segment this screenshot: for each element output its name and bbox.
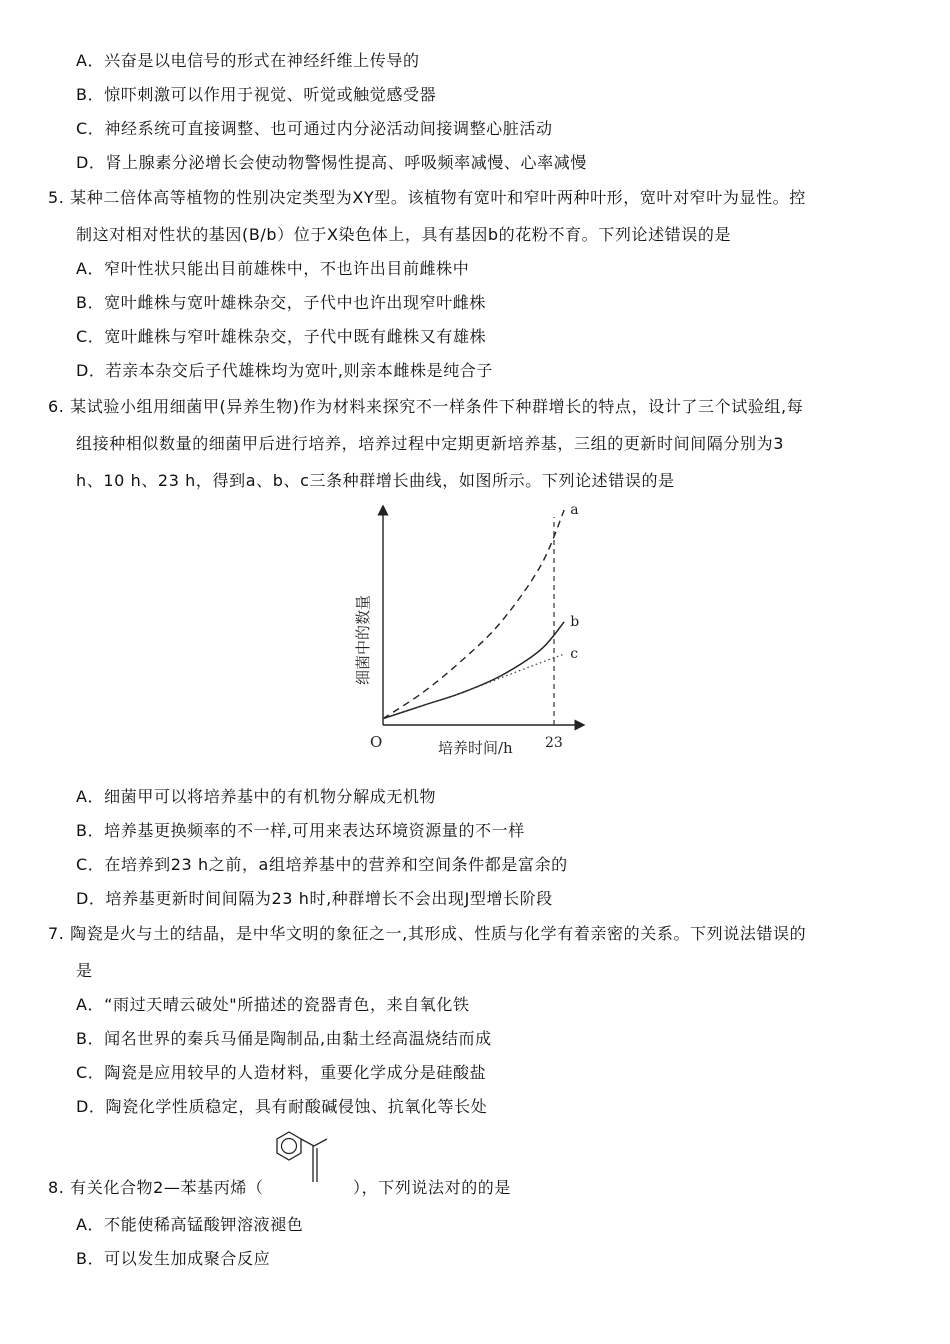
population-growth-chart xyxy=(340,505,600,765)
q7-stem-line2: 是 xyxy=(76,961,93,980)
q6-stem-line1: 6. 某试验小组用细菌甲(异养生物)作为材料来探究不一样条件下种群增长的特点，设计了三个试验组,每 xyxy=(48,397,804,416)
curve-a-label: a xyxy=(570,505,579,518)
q8-option-b: B．可以发生加成聚合反应 xyxy=(76,1249,271,1268)
q7-option-d: D．陶瓷化学性质稳定，具有耐酸碱侵蚀、抗氧化等长处 xyxy=(76,1097,488,1116)
q4-option-a: A．兴奋是以电信号的形式在神经纤维上传导的 xyxy=(76,51,420,70)
curve-c-label: c xyxy=(570,646,579,663)
q6-option-c: C．在培养到23 h之前，a组培养基中的营养和空间条件都是富余的 xyxy=(76,855,568,874)
y-axis-label: 细菌中的数量 xyxy=(354,594,372,686)
q5-option-c: C．宽叶雌株与窄叶雄株杂交，子代中既有雌株又有雄株 xyxy=(76,327,487,346)
q6-stem-line3: h、10 h、23 h，得到a、b、c三条种群增长曲线，如图所示。下列论述错误的是 xyxy=(76,471,675,490)
q8-stem-before: 8. 有关化合物2—苯基丙烯（ xyxy=(48,1178,264,1197)
q7-option-b: B．闻名世界的秦兵马俑是陶制品,由黏土经高温烧结而成 xyxy=(76,1029,492,1048)
q4-option-c: C．神经系统可直接调整、也可通过内分泌活动间接调整心脏活动 xyxy=(76,119,553,138)
q6-option-a: A．细菌甲可以将培养基中的有机物分解成无机物 xyxy=(76,787,437,806)
phenylpropene-structure xyxy=(270,1128,350,1188)
q4-option-d: D．肾上腺素分泌增长会使动物警惕性提高、呼吸频率减慢、心率减慢 xyxy=(76,153,587,172)
x-axis-label: 培养时间/h xyxy=(438,739,513,757)
q8-stem-after: ），下列说法对的的是 xyxy=(353,1178,512,1197)
q8-option-a: A．不能使稀高锰酸钾溶液褪色 xyxy=(76,1215,304,1234)
curve-b-label: b xyxy=(570,613,580,630)
q6-option-d: D．培养基更新时间间隔为23 h时,种群增长不会出现J型增长阶段 xyxy=(76,889,553,908)
q6-option-b: B．培养基更换频率的不一样,可用来表达环境资源量的不一样 xyxy=(76,821,525,840)
q7-stem-line1: 7. 陶瓷是火与土的结晶，是中华文明的象征之一,其形成、性质与化学有着亲密的关系。下列说法错误的 xyxy=(48,924,807,943)
q5-stem-line1: 5. 某种二倍体高等植物的性别决定类型为XY型。该植物有宽叶和窄叶两种叶形，宽叶对窄叶为显性。控 xyxy=(48,188,806,207)
q7-option-c: C．陶瓷是应用较早的人造材料，重要化学成分是硅酸盐 xyxy=(76,1063,487,1082)
curve-a xyxy=(383,510,564,719)
origin-label: O xyxy=(370,733,383,751)
q4-option-b: B．惊吓刺激可以作用于视觉、听觉或触觉感受器 xyxy=(76,85,437,104)
curve-b xyxy=(383,622,564,719)
q6-stem-line2: 组接种相似数量的细菌甲后进行培养，培养过程中定期更新培养基，三组的更新时间间隔分别为3 xyxy=(76,434,784,453)
x-tick-23: 23 xyxy=(545,735,563,751)
q5-option-a: A．窄叶性状只能出目前雄株中，不也许出目前雌株中 xyxy=(76,259,470,278)
q5-option-b: B．宽叶雌株与宽叶雄株杂交，子代中也许出现窄叶雌株 xyxy=(76,293,486,312)
q7-option-a: A．“雨过天晴云破处"所描述的瓷器青色，来自氧化铁 xyxy=(76,995,470,1014)
q5-option-d: D．若亲本杂交后子代雄株均为宽叶,则亲本雌株是纯合子 xyxy=(76,361,494,380)
q5-stem-line2: 制这对相对性状的基因(B/b）位于X染色体上，具有基因b的花粉不育。下列论述错误的是 xyxy=(76,225,732,244)
